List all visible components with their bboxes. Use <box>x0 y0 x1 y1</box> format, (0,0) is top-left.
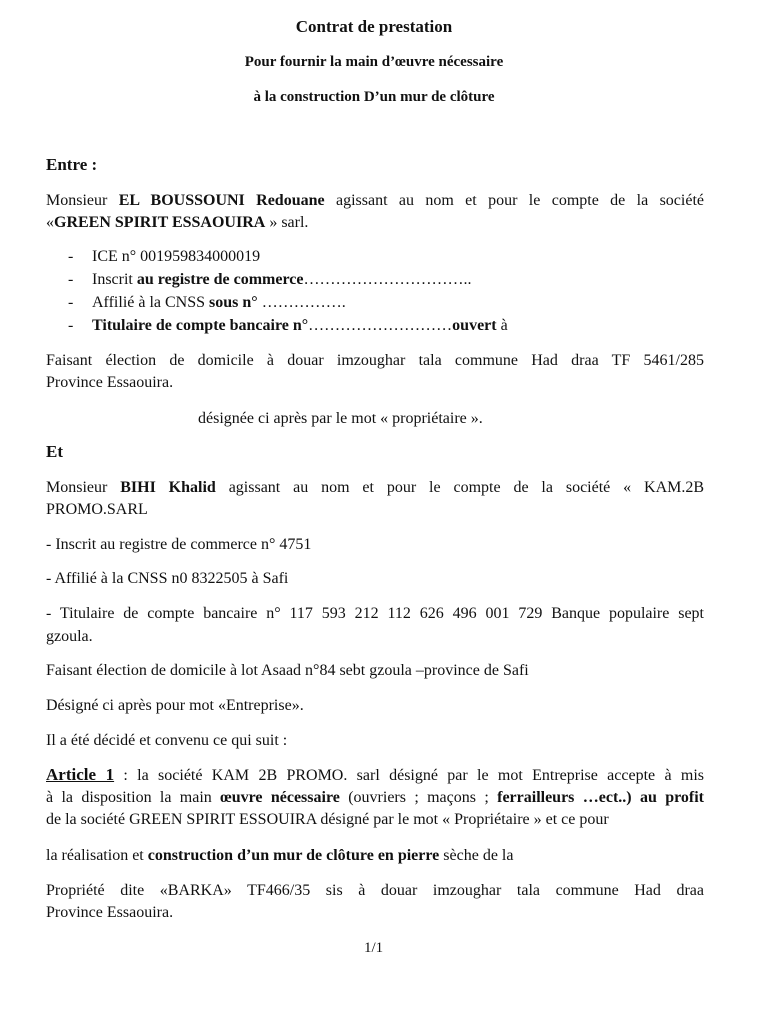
party2-cnss: - Affilié à la CNSS n0 8322505 à Safi <box>46 570 289 587</box>
party1-suffix: » sarl. <box>265 214 309 231</box>
article1-text-2b: œuvre nécessaire <box>220 789 340 806</box>
article1-text-4b: construction d’un mur de clôture en pierre <box>147 847 440 864</box>
party1-line1 <box>46 190 704 212</box>
party1-monsieur: Monsieur <box>46 192 108 209</box>
party2-line1 <box>46 477 704 499</box>
item-bold-text: au registre de commerce <box>136 271 304 288</box>
article1-label: Article 1 <box>46 765 115 784</box>
article1-line4 <box>46 845 704 867</box>
article1-line5: Propriété dite «BARKA» TF466/35 sis à douar imzoughar tala commune Had draa <box>46 882 704 899</box>
contract-subtitle-1: Pour fournir la main d’œuvre nécessaire <box>244 54 504 70</box>
party1-domicile-line1: Faisant élection de domicile à douar imzoughar tala commune Had draa TF 5461/285 <box>46 352 704 369</box>
party2-monsieur: Monsieur <box>46 479 108 496</box>
item-dots: ……………………… <box>308 317 453 334</box>
party1-domicile-line2: Province Essaouira. <box>46 374 174 391</box>
party1-designee: désignée ci après par le mot « propriétaire ». <box>198 410 483 427</box>
article1-text-2c: (ouvriers ; maçons ; <box>339 789 498 806</box>
party1-agissant: agissant au nom et pour le compte de la société <box>324 192 704 209</box>
party2-bank-line2: gzoula. <box>46 628 93 645</box>
party2-agissant: agissant au nom et pour le compte de la société « KAM.2B <box>215 479 705 496</box>
article1-text-4c: sèche de la <box>439 847 514 864</box>
party2-company: PROMO.SARL <box>46 501 148 518</box>
article1-text-1: : la société KAM 2B PROMO. sarl désigné par le mot Entreprise accepte à mis <box>114 767 704 784</box>
item-text: Affilié à la CNSS <box>92 294 210 311</box>
item-bold-text: sous n° <box>209 294 258 311</box>
contract-subtitle-2: à la construction D’un mur de clôture <box>253 89 495 105</box>
party1-item-ice <box>68 246 704 268</box>
article1-text-2d: ferrailleurs …ect..) au profit <box>497 789 705 806</box>
article1-line2 <box>46 787 704 809</box>
article1-line3: de la société GREEN SPIRIT ESSOUIRA désigné par le mot « Propriétaire » et ce pour <box>46 811 609 828</box>
party2-domicile: Faisant élection de domicile à lot Asaad n°84 sebt gzoula –province de Safi <box>46 662 529 679</box>
party1-item-bank <box>68 315 704 337</box>
item-text: ICE n° 001959834000019 <box>92 248 261 265</box>
list-dash: - <box>68 271 74 288</box>
party1-item-registre <box>68 269 704 291</box>
page-number: 1/1 <box>364 940 384 956</box>
item-text: Inscrit <box>92 271 137 288</box>
article1-text-4a: la réalisation et <box>46 847 148 864</box>
party2-bank-line1: - Titulaire de compte bancaire n° 117 593 212 112 626 496 001 729 Banque populaire sept <box>46 605 704 622</box>
party2-registre: - Inscrit au registre de commerce n° 4751 <box>46 536 312 553</box>
party1-company: GREEN SPIRIT ESSAOUIRA <box>54 214 266 231</box>
et-heading: Et <box>46 442 63 461</box>
article1-text-2a: à la disposition la main <box>46 789 221 806</box>
decision-intro: Il a été décidé et convenu ce qui suit : <box>46 732 288 749</box>
item-dots: ……………. <box>257 294 346 311</box>
party1-open-quote: « <box>46 214 54 231</box>
party2-name: BIHI Khalid <box>120 479 216 496</box>
party1-name: EL BOUSSOUNI Redouane <box>118 192 325 209</box>
article1-line6: Province Essaouira. <box>46 904 174 921</box>
item-bold-text: Titulaire de compte bancaire n° <box>92 317 309 334</box>
contract-title: Contrat de prestation <box>295 17 453 36</box>
party1-item-cnss <box>68 292 704 314</box>
list-dash: - <box>68 294 74 311</box>
party1-line2 <box>46 212 704 234</box>
article1-line1 <box>46 764 704 787</box>
list-dash: - <box>68 248 74 265</box>
list-dash: - <box>68 317 74 334</box>
item-dots: ………………………….. <box>303 271 472 288</box>
item-tail: à <box>496 317 508 334</box>
party2-designe: Désigné ci après pour mot «Entreprise». <box>46 697 304 714</box>
item-bold-text-2: ouvert <box>452 317 497 334</box>
entre-heading: Entre : <box>46 155 98 174</box>
